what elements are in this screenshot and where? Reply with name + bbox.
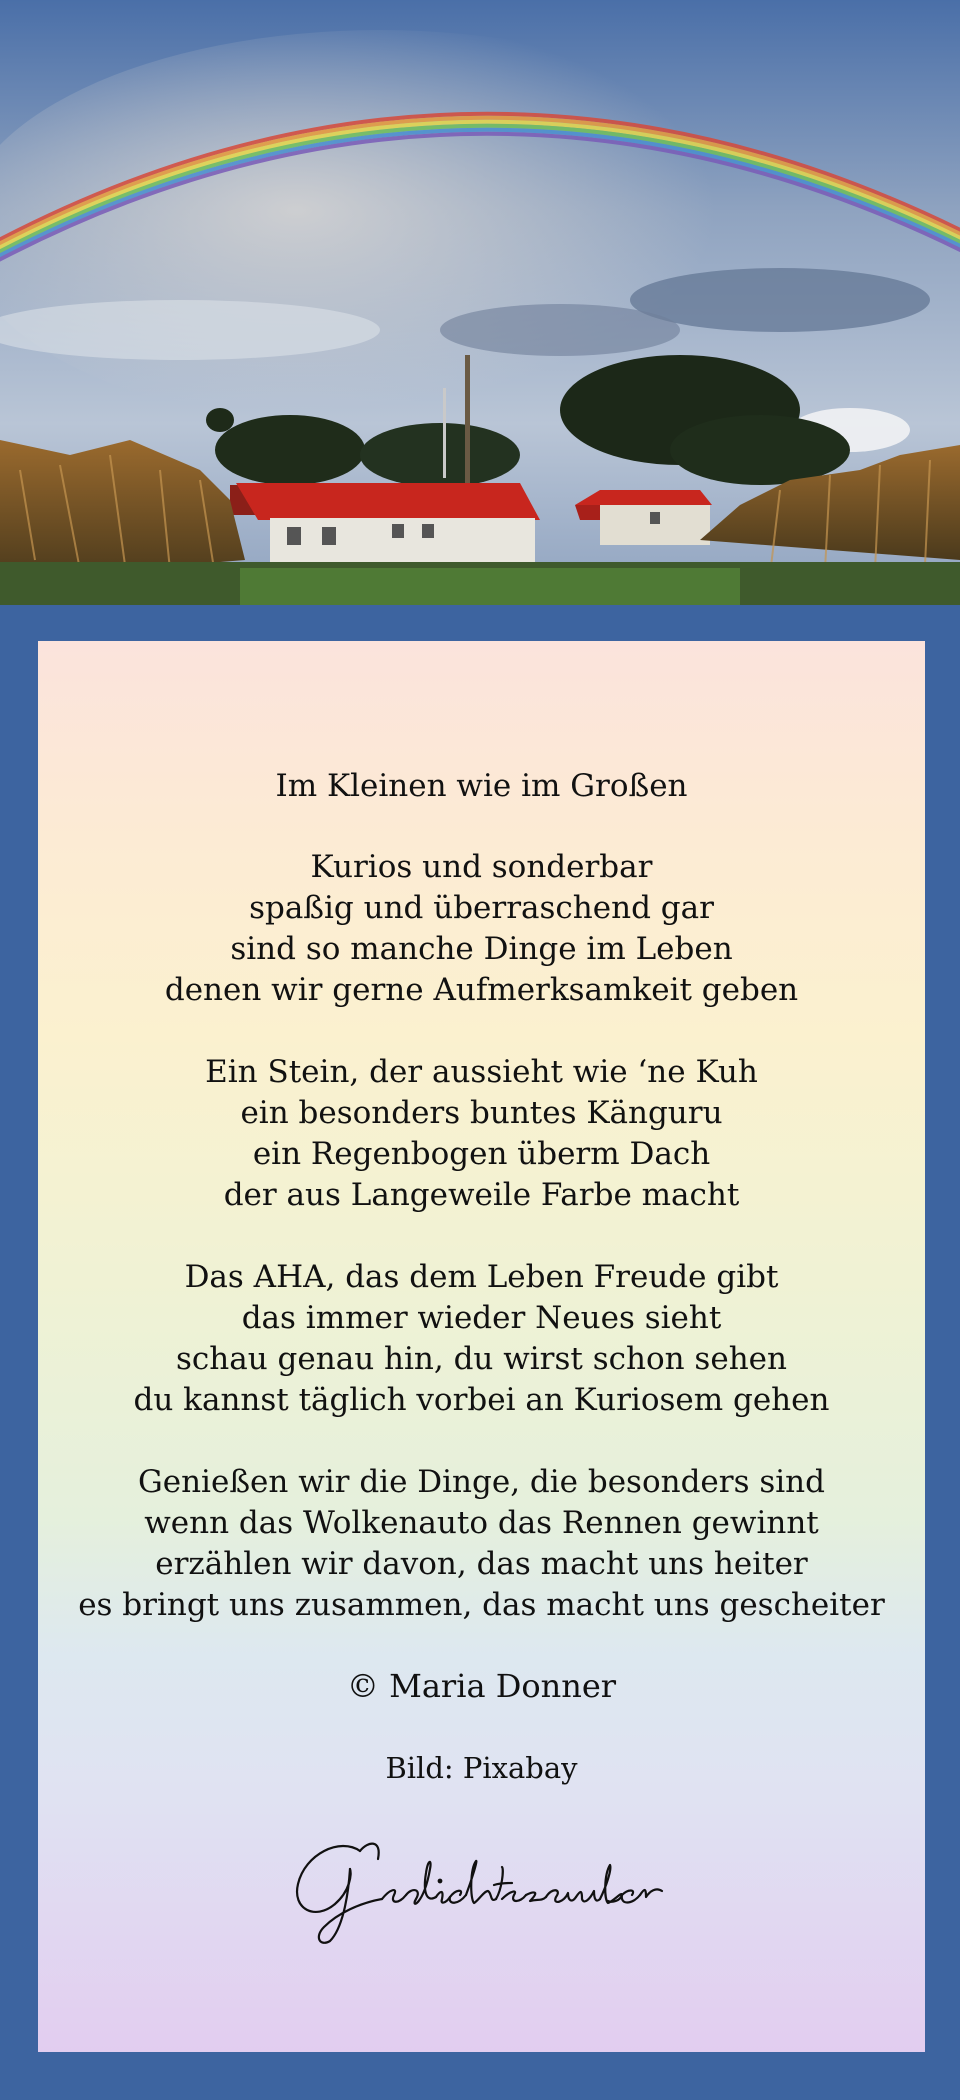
poem-line: es bringt uns zusammen, das macht uns gescheiter — [78, 1587, 885, 1623]
poem-line: ein besonders buntes Känguru — [240, 1095, 723, 1131]
stanza — [38, 1257, 925, 1421]
poem-line: schau genau hin, du wirst schon sehen — [176, 1341, 787, 1377]
poem-line: sind so manche Dinge im Leben — [230, 931, 733, 967]
poem-title: Im Kleinen wie im Großen — [275, 768, 688, 804]
poem-line: Ein Stein, der aussieht wie ‘ne Kuh — [205, 1054, 758, 1090]
poem-line: Kurios und sonderbar — [310, 849, 653, 885]
poem-line: du kannst täglich vorbei an Kuriosem gehen — [133, 1382, 830, 1418]
poem-line: Genießen wir die Dinge, die besonders sind — [137, 1464, 825, 1500]
poem-line: das immer wieder Neues sieht — [241, 1300, 722, 1336]
poem-line: denen wir gerne Aufmerksamkeit geben — [164, 972, 799, 1008]
poem-card — [38, 641, 925, 2052]
poem-line: Das AHA, das dem Leben Freude gibt — [184, 1259, 779, 1295]
poem-line: der aus Langeweile Farbe macht — [223, 1177, 740, 1213]
rainbow-landscape-image — [0, 0, 960, 605]
poem-line: erzählen wir davon, das macht uns heiter — [155, 1546, 808, 1582]
image-credit: Bild: Pixabay — [385, 1751, 578, 1785]
gedichtezauber-signature-logo — [290, 1829, 680, 1949]
stanza — [38, 1052, 925, 1216]
stanza — [38, 847, 925, 1011]
poem-line: ein Regenbogen überm Dach — [252, 1136, 711, 1172]
poem-line: wenn das Wolkenauto das Rennen gewinnt — [144, 1505, 819, 1541]
poem-line: spaßig und überraschend gar — [249, 890, 714, 926]
copyright-author: © Maria Donner — [346, 1667, 617, 1705]
stanza — [38, 1462, 925, 1626]
